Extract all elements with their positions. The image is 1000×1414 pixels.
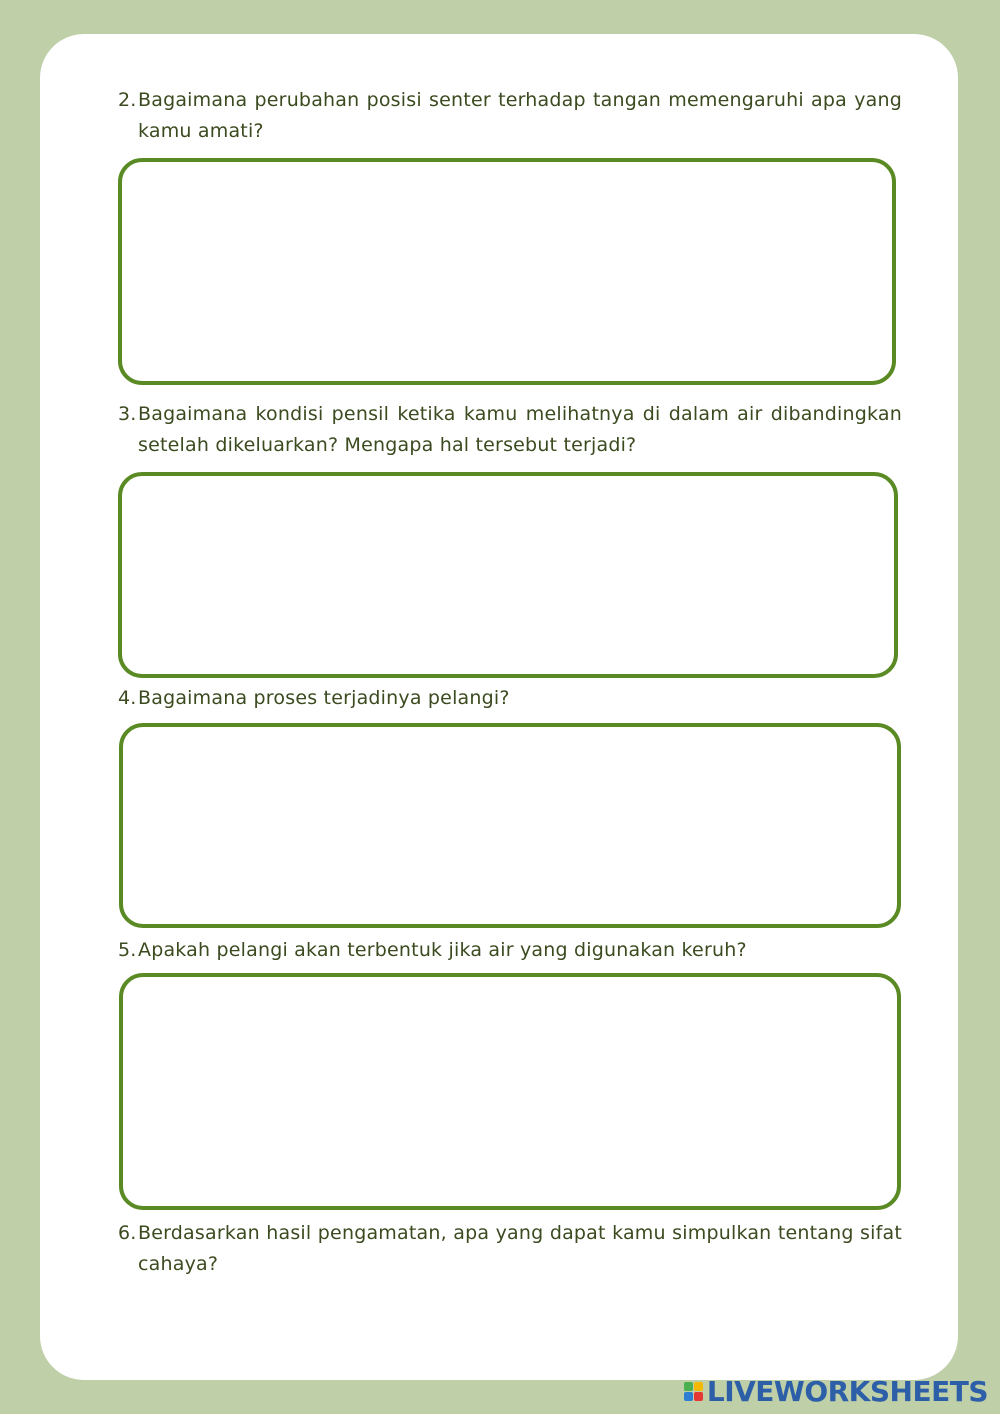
brand-name: LIVEWORKSHEETS bbox=[706, 1375, 988, 1408]
question-3 bbox=[118, 399, 902, 461]
question-5 bbox=[118, 935, 902, 966]
question-number: 5. bbox=[118, 939, 137, 961]
liveworksheets-brand bbox=[684, 1375, 988, 1408]
question-4 bbox=[118, 683, 902, 714]
question-text: Bagaimana proses terjadinya pelangi? bbox=[138, 687, 510, 709]
question-text: Berdasarkan hasil pengamatan, apa yang dapat kamu simpulkan tentang sifat cahaya? bbox=[138, 1222, 902, 1275]
answer-box-5[interactable] bbox=[119, 973, 901, 1210]
answer-box-4[interactable] bbox=[119, 723, 901, 928]
answer-box-2[interactable] bbox=[118, 158, 896, 385]
question-number: 6. bbox=[118, 1222, 137, 1244]
question-number: 2. bbox=[118, 89, 137, 111]
question-6 bbox=[118, 1218, 902, 1280]
question-text: Bagaimana kondisi pensil ketika kamu melihatnya di dalam air dibandingkan setelah dikeluarkan? Mengapa hal tersebut terjadi? bbox=[138, 403, 902, 456]
answer-box-3[interactable] bbox=[118, 472, 898, 678]
question-number: 3. bbox=[118, 403, 137, 425]
question-text: Bagaimana perubahan posisi senter terhadap tangan memengaruhi apa yang kamu amati? bbox=[138, 89, 902, 142]
question-2 bbox=[118, 85, 902, 147]
question-text: Apakah pelangi akan terbentuk jika air yang digunakan keruh? bbox=[138, 939, 747, 961]
liveworksheets-logo-icon bbox=[684, 1382, 703, 1401]
question-number: 4. bbox=[118, 687, 137, 709]
